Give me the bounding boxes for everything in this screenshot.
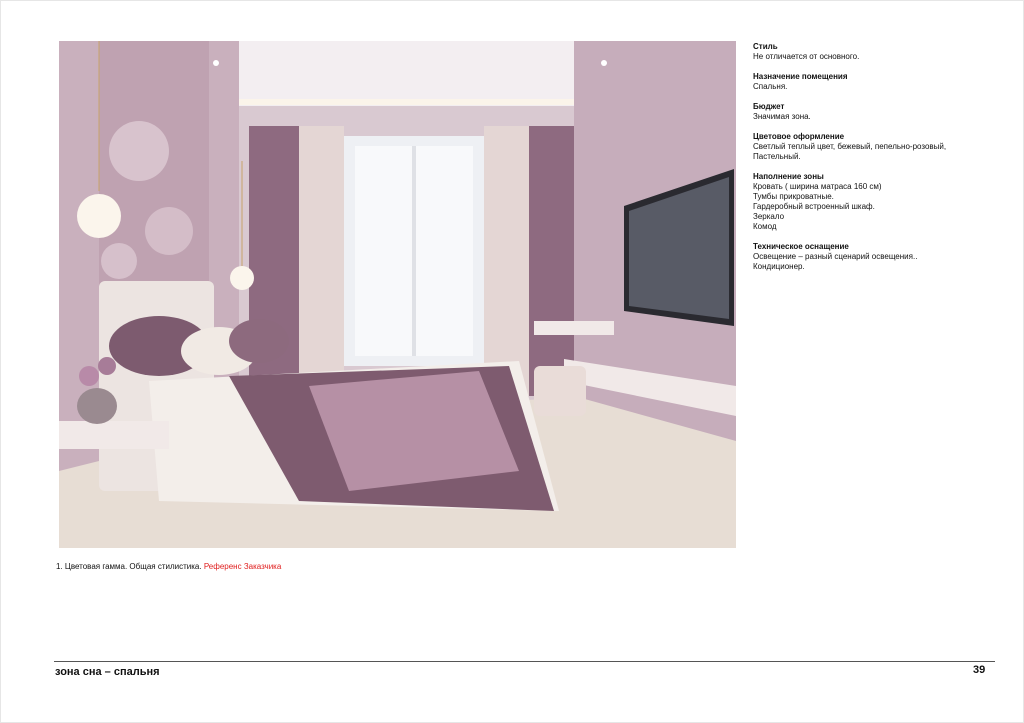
spec-line: Значимая зона. <box>753 112 811 121</box>
spec-technical-equipment <box>753 242 1003 272</box>
spec-zone-contents <box>753 172 1003 232</box>
spec-line: Гардеробный встроенный шкаф. <box>753 202 875 211</box>
spec-line: Не отличается от основного. <box>753 52 860 61</box>
spec-line: Светлый теплый цвет, бежевый, пепельно-розовый, <box>753 142 947 151</box>
spec-style <box>753 42 1003 62</box>
spec-heading: Стиль <box>753 42 778 51</box>
spec-line: Тумбы прикроватные. <box>753 192 834 201</box>
spec-line: Кондиционер. <box>753 262 805 271</box>
spec-line: Кровать ( ширина матраса 160 см) <box>753 182 882 191</box>
footer-divider <box>54 661 995 662</box>
caption-reference: Референс Заказчика <box>203 562 282 571</box>
spec-heading: Техническое оснащение <box>753 242 849 251</box>
room-specs <box>753 42 1003 282</box>
footer-title: зона сна – спальня <box>55 666 160 678</box>
bedroom-illustration <box>59 41 736 548</box>
spec-line: Освещение – разный сценарий освещения.. <box>753 252 918 261</box>
spec-budget <box>753 102 1003 122</box>
spec-line: Пастельный. <box>753 152 801 161</box>
page-number: 39 <box>973 664 986 676</box>
photo-caption <box>56 562 281 571</box>
spec-heading: Назначение помещения <box>753 72 848 81</box>
spec-heading: Бюджет <box>753 102 785 111</box>
spec-line: Спальня. <box>753 82 788 91</box>
spec-heading: Наполнение зоны <box>753 172 824 181</box>
spec-heading: Цветовое оформление <box>753 132 845 141</box>
spec-color-scheme <box>753 132 1003 162</box>
spec-purpose <box>753 72 1003 92</box>
spec-line: Комод <box>753 222 777 231</box>
caption-text: 1. Цветовая гамма. Общая стилистика. <box>56 562 202 571</box>
spec-line: Зеркало <box>753 212 785 221</box>
bedroom-photo <box>59 41 736 548</box>
